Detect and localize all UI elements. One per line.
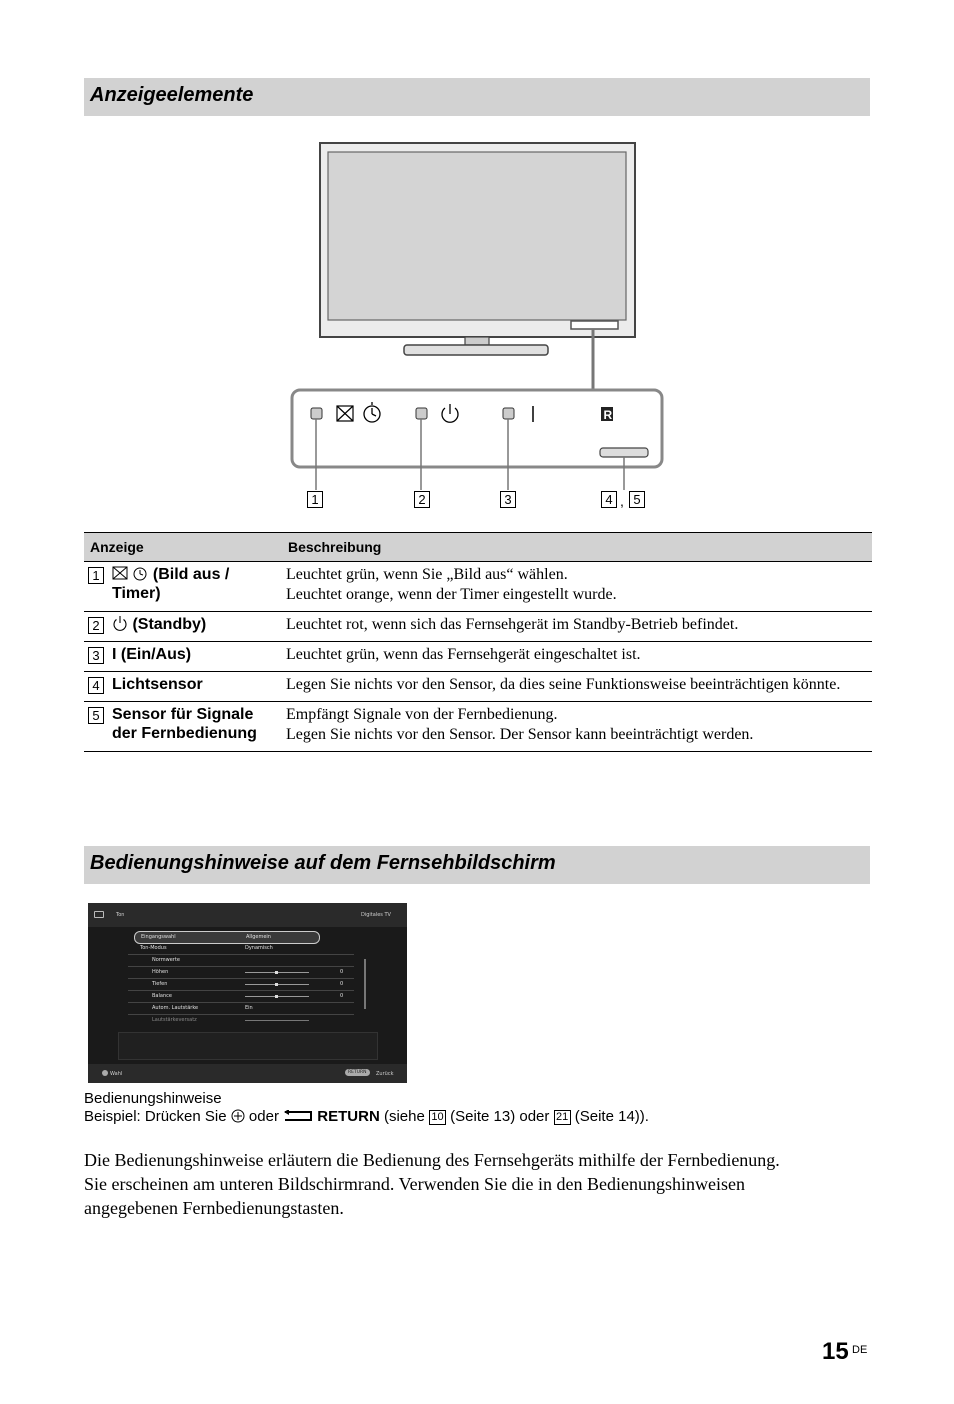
osd-row-value: Allgemein: [246, 934, 271, 940]
row-number: 1: [88, 567, 104, 584]
row-label: (Bild aus / Timer): [112, 566, 230, 602]
callout-1: 1: [307, 491, 323, 508]
osd-row-value: Ein: [245, 1005, 253, 1011]
caption-ref: 21: [554, 1110, 571, 1125]
speaker-icon: [94, 911, 104, 918]
caption-text: (siehe: [383, 1108, 425, 1125]
callout-5: 5: [629, 491, 645, 508]
table-header-beschreibung: Beschreibung: [282, 533, 872, 562]
section-title: Bedienungshinweise auf dem Fernsehbildschirm: [90, 852, 556, 874]
osd-slider: [245, 972, 309, 973]
osd-row[interactable]: [128, 1003, 354, 1015]
picture-off-icon: [112, 566, 128, 580]
row-description: Leuchtet rot, wenn sich das Fernsehgerät im Standby-Betrieb befindet.: [286, 616, 739, 633]
table-row: [84, 562, 872, 612]
return-button-icon: RETURN: [345, 1069, 370, 1076]
caption-example: [84, 1108, 649, 1126]
svg-text:R: R: [603, 408, 613, 422]
osd-row[interactable]: [128, 979, 354, 991]
osd-row[interactable]: [128, 1015, 354, 1026]
row-label: (Standby): [132, 616, 207, 633]
table-row: [84, 642, 872, 672]
callout-separator: ,: [620, 493, 624, 509]
select-button-icon: [231, 1109, 245, 1123]
row-number: 5: [88, 707, 104, 724]
osd-row-key: Autom. Lautstärke: [152, 1005, 199, 1011]
light-sensor: [600, 448, 648, 457]
caption-text: (Seite 14)).: [574, 1108, 649, 1125]
timer-icon: [132, 565, 148, 581]
osd-row[interactable]: [128, 943, 354, 955]
osd-slider: [245, 984, 309, 985]
osd-source: Digitales TV: [361, 912, 391, 918]
osd-row[interactable]: [128, 955, 354, 967]
row-label: Sensor für Signale der Fernbedienung: [112, 706, 257, 742]
select-button-icon: [102, 1070, 108, 1076]
row-number: 2: [88, 617, 104, 634]
row-description: Leuchtet grün, wenn Sie „Bild aus“ wählen. Leuchtet orange, wenn der Timer eingestellt wurde.: [286, 566, 617, 603]
caption-title: Bedienungshinweise: [84, 1090, 222, 1107]
indicator-panel: [292, 390, 662, 490]
row-number: 4: [88, 677, 104, 694]
osd-row-value: Dynamisch: [245, 945, 273, 951]
osd-row[interactable]: [128, 967, 354, 979]
osd-row-key: Normwerte: [152, 957, 180, 963]
led-standby: [416, 408, 427, 419]
table-row: [84, 612, 872, 642]
indicator-table: [84, 532, 872, 752]
callout-4: 4: [601, 491, 617, 508]
osd-slider: [245, 996, 309, 997]
remote-sensor-icon: [601, 407, 613, 422]
caption-return: RETURN: [317, 1108, 380, 1125]
osd-header: [88, 903, 407, 927]
body-paragraph: Die Bedienungshinweise erläutern die Bedienung des Fernsehgeräts mithilfe der Fernbedienung. Sie erscheinen am unteren Bildschirmrand. Verwenden Sie die in den Bedienungshinweisen angegebenen Fernbedienungstasten.: [84, 1150, 780, 1218]
page-number: 15: [822, 1338, 849, 1365]
section-header-anzeigeelemente: [84, 78, 870, 116]
osd-row-key: Tiefen: [152, 981, 168, 987]
osd-footer-left: Wahl: [110, 1071, 123, 1077]
caption-text: Beispiel: Drücken Sie: [84, 1108, 227, 1125]
osd-row-key: Eingangswahl: [141, 934, 176, 940]
row-number: 3: [88, 647, 104, 664]
led-picture-off-timer: [311, 408, 322, 419]
row-label: Lichtsensor: [112, 676, 203, 693]
osd-row-key: Höhen: [152, 969, 169, 975]
osd-row-number: 0: [340, 993, 344, 999]
screen-caption: [84, 1090, 649, 1126]
tv-indicator-diagram: [280, 140, 680, 515]
caption-text: (Seite 13) oder: [450, 1108, 550, 1125]
tv-illustration: [320, 143, 635, 389]
led-power: [503, 408, 514, 419]
table-header-anzeige: Anzeige: [84, 533, 282, 562]
osd-footer: [88, 1064, 407, 1083]
callout-2: 2: [414, 491, 430, 508]
osd-row-key: Balance: [152, 993, 172, 999]
tv-screen-example: [88, 903, 407, 1083]
table-row: [84, 702, 872, 752]
osd-row-number: 0: [340, 981, 344, 987]
row-description: Empfängt Signale von der Fernbedienung. Legen Sie nichts vor den Sensor. Der Sensor kann beeinträchtigt werden.: [286, 706, 754, 743]
osd-info-box: [118, 1032, 378, 1060]
standby-icon: [112, 615, 128, 631]
osd-row[interactable]: [128, 991, 354, 1003]
row-description: Legen Sie nichts vor den Sensor, da dies seine Funktionsweise beeinträchtigen könnte.: [286, 676, 841, 693]
row-description: Leuchtet grün, wenn das Fernsehgerät eingeschaltet ist.: [286, 646, 641, 663]
osd-scrollbar[interactable]: [364, 959, 366, 1009]
caption-text: oder: [248, 1108, 279, 1125]
row-label: I (Ein/Aus): [112, 646, 192, 663]
osd-footer-right: Zurück: [376, 1071, 394, 1077]
osd-row-key: Lautstärkeversatz: [152, 1017, 197, 1023]
callout-3: 3: [500, 491, 516, 508]
page-language: DE: [852, 1344, 868, 1356]
osd-row-key: Ton-Modus: [140, 945, 167, 951]
table-row: [84, 672, 872, 702]
osd-row-number: 0: [340, 969, 344, 975]
section-header-bedienungshinweise: [84, 846, 870, 884]
osd-slider: [245, 1020, 309, 1021]
section-title: Anzeigeelemente: [90, 84, 254, 106]
return-icon: [283, 1110, 313, 1122]
caption-ref: 10: [429, 1110, 446, 1125]
osd-menu-title: Ton: [116, 912, 125, 918]
